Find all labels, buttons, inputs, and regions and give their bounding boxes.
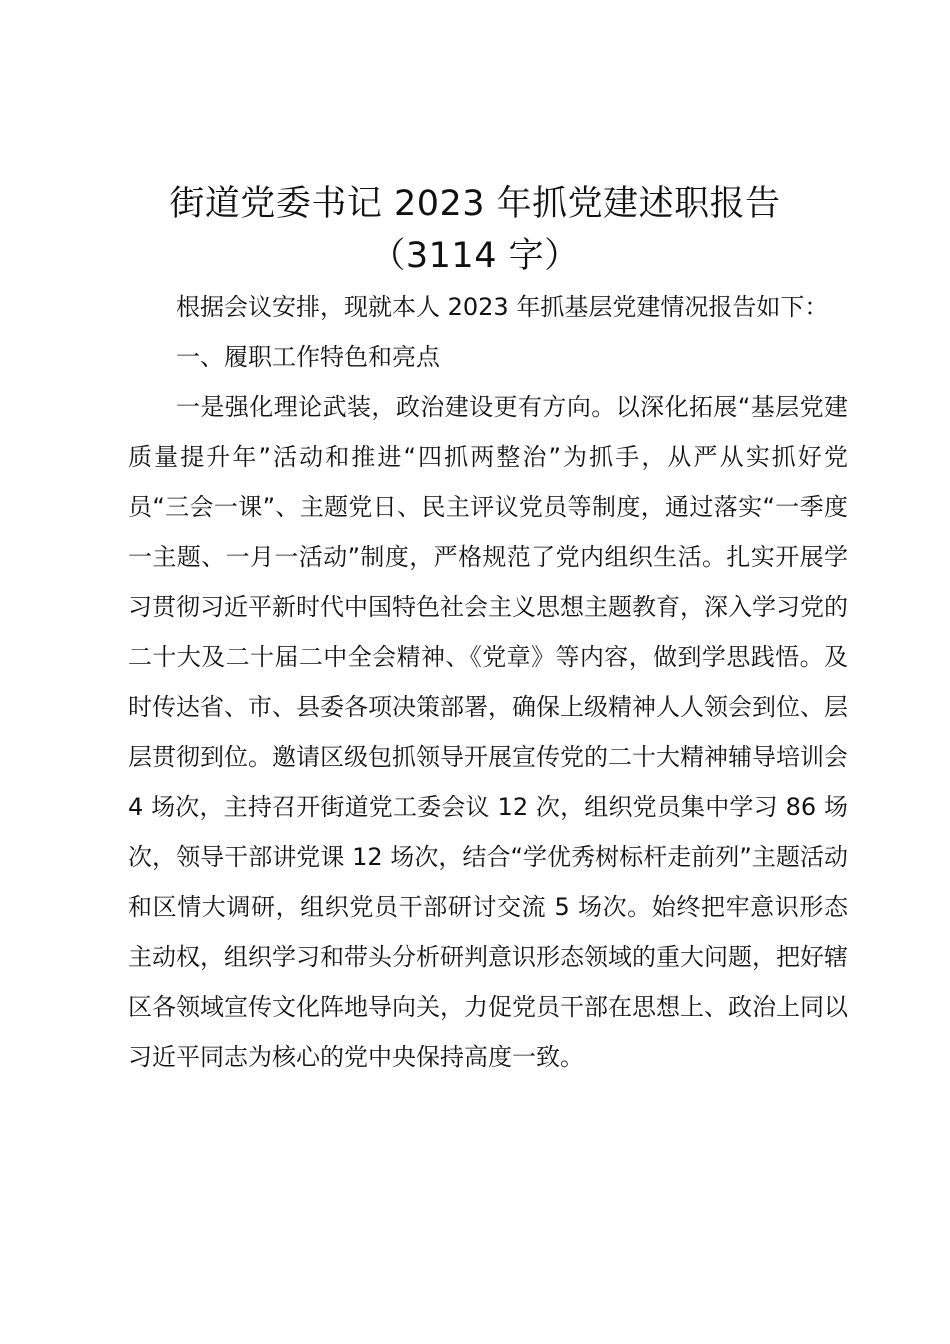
body-paragraph: 一是强化理论武装，政治建设更有方向。以深化拓展“基层党建质量提升年”活动和推进“四抓两整治”为抓手，从严从实抓好党员“三会一课”、主题党日、民主评议党员等制度，通过落实“一季度一主题、一月一活动”制度，严格规范了党内组织生活。扎实开展学习贯彻习近平新时代中国特色社会主义思想主题教育，深入学习党的二十大及二十届二中全会精神、《党章》等内容，做到学思践悟。及时传达省、市、县委各项决策部署，确保上级精神人人领会到位、层层贯彻到位。邀请区级包抓领导开展宣传党的二十大精神辅导培训会 4 场次，主持召开街道党工委会议 12 次，组织党员集中学习 86 场次，领导干部讲党课 12 场次，结合“学优秀树标杆走前列”主题活动和区情大调研，组织党员干部研讨交流 5 场次。始终把牢意识形态主动权，组织学习和带头分析研判意识形态领域的重大问题，把好辖区各领域宣传文化阵地导向关，力促党员干部在思想上、政治上同以习近平同志为核心的党中央保持高度一致。 <box>128 393 848 1071</box>
document-title: 街道党委书记 2023 年抓党建述职报告 <box>169 184 781 224</box>
intro-paragraph: 根据会议安排，现就本人 2023 年抓基层党建情况报告如下： <box>176 293 829 321</box>
document-word-count: （3114 字） <box>370 236 580 276</box>
document-body <box>128 282 848 1082</box>
section-heading: 一、履职工作特色和亮点 <box>176 343 440 371</box>
